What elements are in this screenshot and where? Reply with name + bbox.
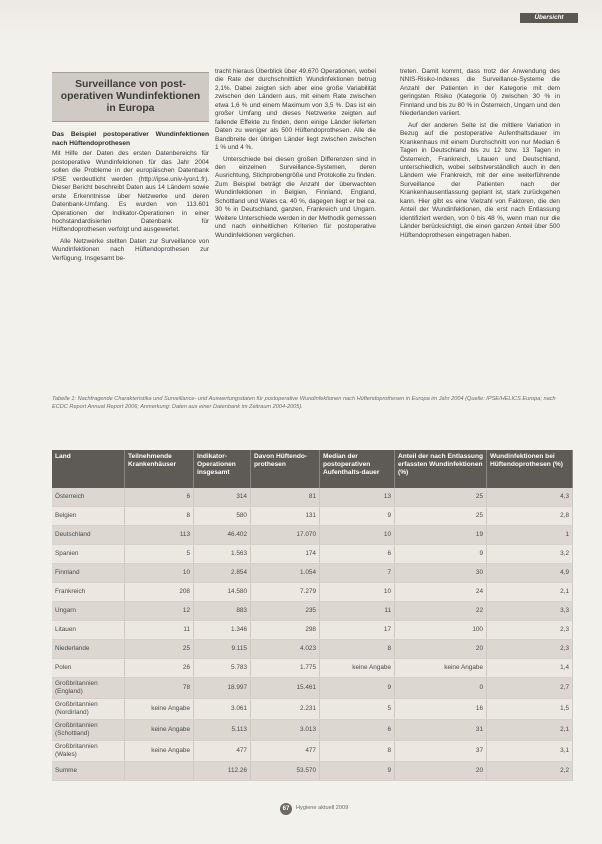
- row-label-cell: Niederlande: [52, 640, 125, 659]
- table-cell: 580: [194, 507, 251, 526]
- table-cell: 1.563: [194, 545, 251, 564]
- table-cell: 10: [125, 564, 194, 583]
- table-cell: 2,3: [487, 640, 573, 659]
- table-cell: 5.113: [194, 720, 251, 741]
- row-label-cell: Großbritannien (Schottland): [52, 720, 125, 741]
- table-cell: 8: [320, 640, 395, 659]
- table-cell: 3,2: [487, 545, 573, 564]
- table-header-row: [52, 450, 573, 488]
- article-title: Surveillance von post-operativen Wundinfektionen in Europa: [60, 79, 201, 114]
- table-row: [52, 526, 573, 545]
- table-cell: 314: [194, 488, 251, 507]
- table-row: [52, 659, 573, 678]
- table-cell: 17.070: [251, 526, 320, 545]
- row-label-cell: Belgien: [52, 507, 125, 526]
- row-label-cell: Summe: [52, 762, 125, 781]
- table-cell: 5.783: [194, 659, 251, 678]
- text-column-2: [215, 68, 376, 243]
- row-label-cell: Litauen: [52, 621, 125, 640]
- table-cell: 174: [251, 545, 320, 564]
- table-cell: 16: [395, 699, 487, 720]
- table-row: [52, 583, 573, 602]
- row-label-cell: Polen: [52, 659, 125, 678]
- table-cell: 7: [320, 564, 395, 583]
- row-label-cell: Ungarn: [52, 602, 125, 621]
- paragraph: Mit Hilfe der Daten des ersten Datenbereichs für postoperative Wundinfektionen für das Jahr 2004 sollen die Probleme in der europäischen Datenbank IPSE verdeutlicht werden (http://ipse.univ-lyon1.fr). Dieser Bericht beschreibt Daten aus 14 Ländern sowie erste Erkenntnisse über Netzwerke und deren Datenbank-Umfang. Es wurden von 113.601 Operationen der Indikator-Operationen in einer hochstandardisierten Datenbank für Hüftendoprothesen verfolgt und ausgewertet.: [52, 150, 209, 234]
- page-number: 67: [280, 803, 292, 815]
- row-label-cell: Spanien: [52, 545, 125, 564]
- row-label-cell: Großbritannien (England): [52, 678, 125, 699]
- table-cell: 11: [320, 602, 395, 621]
- table-cell: 19: [395, 526, 487, 545]
- table-row: [52, 720, 573, 741]
- table-cell: 10: [320, 583, 395, 602]
- table-cell: 7.279: [251, 583, 320, 602]
- table-cell: 6: [320, 545, 395, 564]
- column-header: Indikator-Operationen insgesamt: [194, 450, 251, 488]
- table-cell: 3,3: [487, 602, 573, 621]
- table-cell: 17: [320, 621, 395, 640]
- subheading: Das Beispiel postoperativer Wundinfektionen nach Hüftendoprothesen: [52, 131, 209, 147]
- paragraph: Unterschiede bei diesen großen Differenzen sind in den einzelnen Surveillance-Systemen, deren Ausrichtung, Stichprobengröße und Protokolle zu finden. Zum Beispiel beträgt die Anzahl der überwachten Wundinfektionen in Belgien, Finnland, England, Schottland und Wales ca. 40 %, dagegen liegt er bei ca. 30 % in Deutschland, ganzen, Frankreich und Ungarn. Weitere Unterschiede werden in der Methodik gemessen und nach einheitlichen Kriterien für postoperative Wundinfektionen verglichen.: [215, 155, 376, 239]
- table-cell: 1.054: [251, 564, 320, 583]
- table-cell: 9: [320, 507, 395, 526]
- table-cell: 25: [395, 488, 487, 507]
- table-cell: keine Angabe: [125, 741, 194, 762]
- table-cell: 298: [251, 621, 320, 640]
- table-cell: 1.775: [251, 659, 320, 678]
- table-cell: keine Angabe: [125, 720, 194, 741]
- table-cell: 477: [251, 741, 320, 762]
- table-cell: 6: [320, 720, 395, 741]
- table-cell: 3,1: [487, 741, 573, 762]
- table-caption: Tabelle 1: Nachfragende Charakteristika und Surveillance- und Auswertungsdaten für postoperative Wundinfektionen nach Hüftendoprothesen in Europa im Jahr 2004 (Quelle: IPSE/HELICS Europa; nach ECDC Report Annual Report 2006; Anmerkung: Daten aus einer Datenbank im Zeitraum 2004-2005).: [52, 396, 556, 410]
- table-cell: 15.461: [251, 678, 320, 699]
- table-cell: 14.580: [194, 583, 251, 602]
- table-row: [52, 741, 573, 762]
- table-cell: 24: [395, 583, 487, 602]
- table-cell: 11: [125, 621, 194, 640]
- table-cell: 3.061: [194, 699, 251, 720]
- row-label-cell: Frankreich: [52, 583, 125, 602]
- table-cell: 100: [395, 621, 487, 640]
- table-cell: 25: [125, 640, 194, 659]
- column-header: Land: [52, 450, 125, 488]
- table-cell: 26: [125, 659, 194, 678]
- table-cell: 4,9: [487, 564, 573, 583]
- table-row: [52, 762, 573, 781]
- table-cell: 1,4: [487, 659, 573, 678]
- column-header: Wundinfektionen bei Hüftendoprothesen (%): [487, 450, 573, 488]
- table-cell: 4.023: [251, 640, 320, 659]
- row-label-cell: Großbritannien (Wales): [52, 741, 125, 762]
- table-cell: 46.402: [194, 526, 251, 545]
- text-column-3: [400, 68, 560, 243]
- table-cell: 53.570: [251, 762, 320, 781]
- row-label-cell: Österreich: [52, 488, 125, 507]
- table-cell: 8: [125, 507, 194, 526]
- column-header: Median der postoperativen Aufenthalts-dauer: [320, 450, 395, 488]
- table-cell: keine Angabe: [395, 659, 487, 678]
- table-cell: 20: [395, 640, 487, 659]
- table-cell: 113: [125, 526, 194, 545]
- table-cell: 12: [125, 602, 194, 621]
- table-cell: 31: [395, 720, 487, 741]
- table-cell: 2,3: [487, 621, 573, 640]
- table-cell: 131: [251, 507, 320, 526]
- table-cell: 1.346: [194, 621, 251, 640]
- paragraph: treten. Damit kommt, dass trotz der Anwendung des NNIS-Risiko-Indexes die Surveillance-Systeme die Anzahl der Patienten in der Kategorie mit dem geringsten Risiko (Kategorie 0) zwischen 30 % in Finnland und bis zu 80 % in Österreich, Ungarn und den Niederlanden variiert.: [400, 68, 560, 118]
- table-row: [52, 621, 573, 640]
- table-row: [52, 640, 573, 659]
- column-header: Anteil der nach Entlassung erfassten Wundinfektionen (%): [395, 450, 487, 488]
- row-label-cell: Deutschland: [52, 526, 125, 545]
- title-box: [52, 72, 209, 122]
- row-label-cell: Finnland: [52, 564, 125, 583]
- page-header-band: [0, 0, 602, 42]
- table-cell: 3.013: [251, 720, 320, 741]
- table-cell: 2.854: [194, 564, 251, 583]
- table-cell: 6: [125, 488, 194, 507]
- paragraph: tracht hieraus Überblick über 49.670 Operationen, wobei die Rate der durchschnittlich Wundinfektionen betrug 2,1%. Dabei zeigten sich aber eine große Variabilität zwischen den Ländern aus, mit einem Rate zwischen etwa 1,6 % und einem Maximum von 3,5 %. Das ist ein großer Umfang und dieses Netzwerke zeigten auf fallende Effekte zu finden, denn einige Länder lieferten Daten zu weniger als 500 Hüftendoprothesen. Alle die Bandbreite der übrigen Länder liegt zwischen zwischen 1 % und 4 %.: [215, 68, 376, 152]
- column-header: Teilnehmende Krankenhäuser: [125, 450, 194, 488]
- table-cell: 13: [320, 488, 395, 507]
- table-cell: 2.231: [251, 699, 320, 720]
- paragraph: Alle Netzwerke stellten Daten zur Surveillance von Wundinfektionen nach Hüftendoprothesen zur Verfügung. Insgesamt be-: [52, 237, 209, 262]
- table-cell: 477: [194, 741, 251, 762]
- table-cell: 78: [125, 678, 194, 699]
- table-row: [52, 602, 573, 621]
- table-cell: 883: [194, 602, 251, 621]
- table-cell: 9: [320, 678, 395, 699]
- table-cell: 37: [395, 741, 487, 762]
- table-cell: 0: [395, 678, 487, 699]
- table-row: [52, 488, 573, 507]
- table-cell: 1,5: [487, 699, 573, 720]
- table-cell: keine Angabe: [320, 659, 395, 678]
- table-cell: 18.997: [194, 678, 251, 699]
- table-cell: 2,7: [487, 678, 573, 699]
- table-row: [52, 545, 573, 564]
- table-cell: 9: [320, 762, 395, 781]
- table-cell: 4,3: [487, 488, 573, 507]
- section-tab: Übersicht: [520, 13, 578, 23]
- table-cell: 9: [395, 545, 487, 564]
- table-cell: [125, 762, 194, 781]
- table-cell: 10: [320, 526, 395, 545]
- table-cell: 81: [251, 488, 320, 507]
- table-cell: 8: [320, 741, 395, 762]
- table-cell: 2,1: [487, 583, 573, 602]
- table-cell: 9.115: [194, 640, 251, 659]
- table-cell: keine Angabe: [125, 699, 194, 720]
- table-cell: 5: [320, 699, 395, 720]
- table-cell: 22: [395, 602, 487, 621]
- page-footer: [280, 803, 420, 815]
- table-cell: 20: [395, 762, 487, 781]
- table-row: [52, 678, 573, 699]
- table-row: [52, 699, 573, 720]
- table-cell: 235: [251, 602, 320, 621]
- paragraph: Auf der anderen Seite ist die mittlere Variation in Bezug auf die postoperative Aufenthaltsdauer im Krankenhaus mit einem Durchschnitt von nur Median 6 Tagen in Deutschland bis zu 12 bzw. 13 Tagen in Österreich, Frankreich, Litauen und Deutschland, unterschiedlich, wobei selbstverständlich auch in den Ländern wie Frankreich, mit der eine weiterführende Surveillance der Patienten nach der Krankenhausentlassung geplant ist, stark zurückgehen kann. Hier gibt es eine Vielzahl von Faktoren, die den Anteil der Wundinfektionen, die erst nach Entlassung identifiziert werden, von 0 bis 48 %, wenn man nur die Länder berücksichtigt, die einen ganzen Anteil über 500 Hüftendoprothesen eingetragen haben.: [400, 121, 560, 239]
- table-cell: 2,2: [487, 762, 573, 781]
- table-cell: 5: [125, 545, 194, 564]
- table-cell: 30: [395, 564, 487, 583]
- table-cell: 1: [487, 526, 573, 545]
- table-row: [52, 564, 573, 583]
- data-table: [52, 450, 573, 781]
- table-row: [52, 507, 573, 526]
- table-cell: 2,8: [487, 507, 573, 526]
- table-body: [52, 488, 573, 781]
- table-cell: 25: [395, 507, 487, 526]
- row-label-cell: Großbritannien (Nordirland): [52, 699, 125, 720]
- column-header: Davon Hüftendo-prothesen: [251, 450, 320, 488]
- table-cell: 208: [125, 583, 194, 602]
- table-cell: 2,1: [487, 720, 573, 741]
- table-cell: 112.26: [194, 762, 251, 781]
- text-column-1: [52, 131, 209, 266]
- journal-name: Hygiene aktuell 2009: [296, 805, 349, 811]
